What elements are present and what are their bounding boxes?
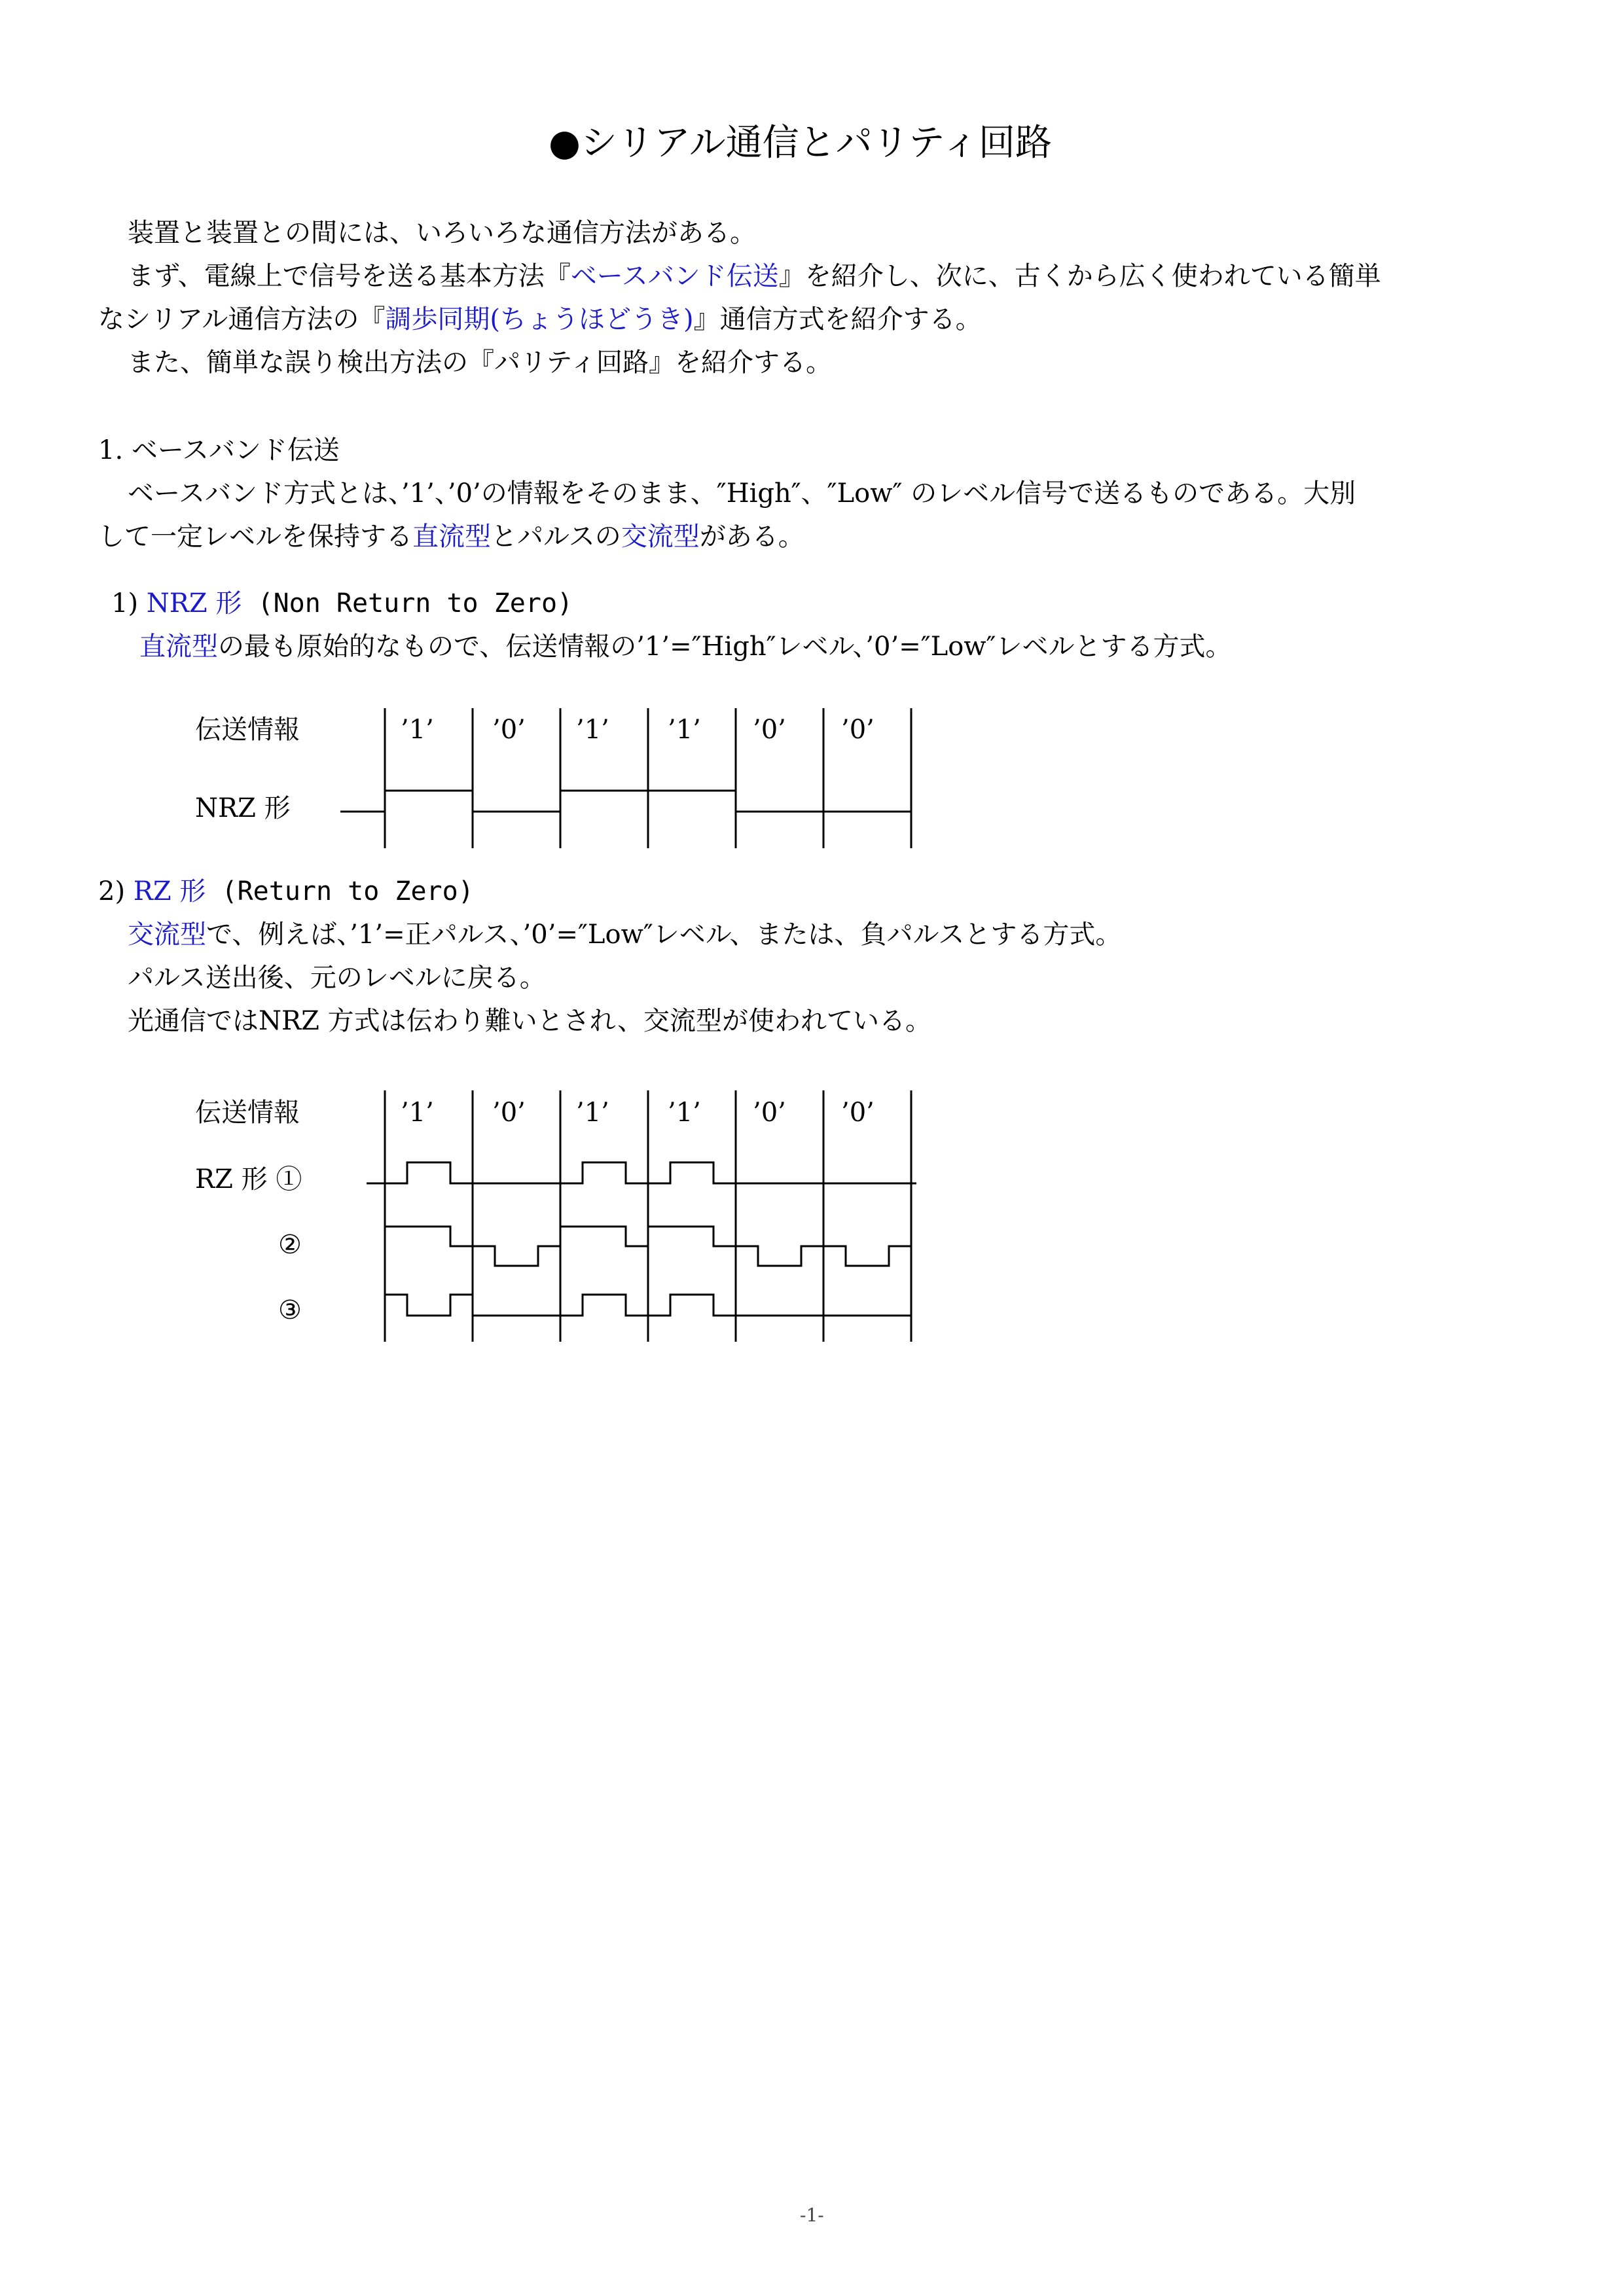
intro-line-2c: 』を紹介し、次に、古くから広く使われている簡単 xyxy=(778,261,1381,291)
rz-label-wave-1: RZ 形 ① xyxy=(195,1164,302,1194)
nrz-heading-num: 1) xyxy=(111,588,147,619)
rz-bit-5: ’0’ xyxy=(753,1098,786,1128)
intro-line-2a: まず、電線上で信号を送る基本方法『 xyxy=(128,261,571,291)
section1-heading: 1. ベースバンド伝送 xyxy=(98,435,340,465)
term-ac: 交流型 xyxy=(621,522,700,552)
nrz-desc-term: 直流型 xyxy=(139,632,218,662)
nrz-heading-term: NRZ 形 xyxy=(146,588,242,619)
rz-label-wave-2: ② xyxy=(278,1230,302,1260)
rz-heading-rest: (Return to Zero) xyxy=(206,876,474,906)
term-baseband: ベースバンド伝送 xyxy=(570,261,779,291)
nrz-label-info: 伝送情報 xyxy=(195,715,300,745)
nrz-heading-rest: (Non Return to Zero) xyxy=(242,588,573,619)
nrz-bit-3: ’1’ xyxy=(576,715,609,745)
rz-heading-term: RZ 形 xyxy=(133,876,206,906)
term-dc: 直流型 xyxy=(412,522,491,552)
nrz-bit-1: ’1’ xyxy=(401,715,434,745)
intro-line-1: 装置と装置との間には、いろいろな通信方法がある。 xyxy=(128,218,756,248)
page-title: ●シリアル通信とパリティ回路 xyxy=(549,122,1053,164)
rz-desc-term: 交流型 xyxy=(128,920,206,950)
section1-para-2a: して一定レベルを保持する xyxy=(98,522,412,552)
rz-bit-3: ’1’ xyxy=(576,1098,609,1128)
rz-bit-6: ’0’ xyxy=(841,1098,875,1128)
rz-description-2: パルス送出後、元のレベルに戻る。 xyxy=(128,963,546,993)
page-number: -1- xyxy=(800,2204,824,2226)
section1-para-2e: がある。 xyxy=(699,522,804,552)
rz-bit-4: ’1’ xyxy=(668,1098,701,1128)
term-async: 調歩同期(ちょうほどうき) xyxy=(385,304,694,334)
rz-label-info: 伝送情報 xyxy=(195,1098,300,1128)
rz-waveform-1 xyxy=(385,1162,916,1183)
rz-description-3: 光通信ではNRZ 方式は伝わり難いとされ、交流型が使われている。 xyxy=(128,1006,932,1036)
nrz-label-wave: NRZ 形 xyxy=(195,793,291,823)
nrz-desc-rest: の最も原始的なもので、伝送情報の’1’=″High″レベル、’0’=″Low″レベルとする方式。 xyxy=(218,632,1232,662)
nrz-bit-5: ’0’ xyxy=(753,715,786,745)
section1-para-2c: とパルスの xyxy=(491,522,621,552)
intro-line-4: また、簡単な誤り検出方法の『パリティ回路』を紹介する。 xyxy=(128,348,832,378)
rz-desc-rest: で、例えば、’1’=正パルス、’0’=″Low″レベル、または、負パルスとする方式。 xyxy=(206,920,1122,950)
rz-bit-1: ’1’ xyxy=(401,1098,434,1128)
nrz-bit-2: ’0’ xyxy=(492,715,526,745)
rz-bit-2: ’0’ xyxy=(492,1098,526,1128)
section1-para-1: ベースバンド方式とは、’1’、’0’の情報をそのまま、″High″、″Low″ のレベル信号で送るものである。大別 xyxy=(128,478,1356,509)
nrz-bit-6: ’0’ xyxy=(841,715,875,745)
nrz-bit-4: ’1’ xyxy=(668,715,701,745)
rz-heading-num: 2) xyxy=(98,876,134,906)
intro-line-3c: 』通信方式を紹介する。 xyxy=(693,304,982,334)
rz-label-wave-3: ③ xyxy=(278,1295,302,1325)
intro-line-3a: なシリアル通信方法の『 xyxy=(98,304,386,334)
